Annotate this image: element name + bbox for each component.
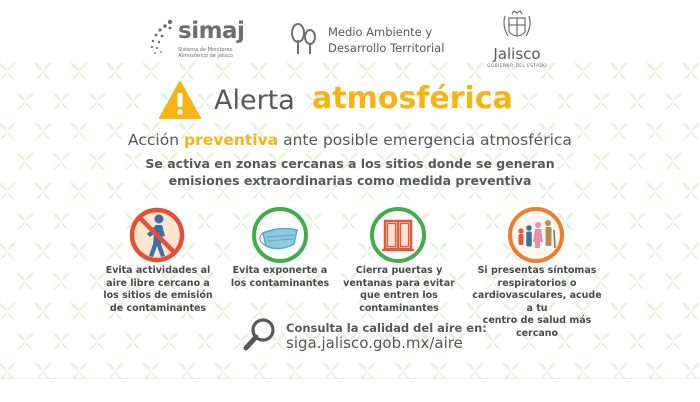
leaf-pattern-icon bbox=[678, 298, 700, 324]
leaf-pattern-icon bbox=[678, 62, 700, 84]
leaf-pattern-icon bbox=[678, 358, 700, 378]
leaf-pattern-icon bbox=[444, 208, 470, 234]
leaf-pattern-icon bbox=[642, 298, 668, 324]
action-1-line1: Evita actividades al bbox=[105, 265, 211, 276]
subtitle-before: Acción bbox=[128, 131, 184, 149]
leaf-pattern-icon bbox=[48, 148, 74, 174]
leaf-pattern-icon bbox=[642, 358, 668, 378]
leaf-pattern-icon bbox=[48, 208, 74, 234]
leaf-pattern-icon bbox=[606, 62, 632, 84]
leaf-pattern-icon bbox=[606, 298, 632, 324]
action-1-line3: los sitios de emisión bbox=[103, 290, 213, 301]
tree-icon bbox=[288, 22, 320, 56]
action-2-line1: Evita exponerte a bbox=[232, 265, 328, 276]
leaf-pattern-icon bbox=[12, 88, 38, 114]
leaf-pattern-icon bbox=[426, 238, 452, 264]
leaf-pattern-icon bbox=[246, 358, 272, 378]
subtitle-highlight: preventiva bbox=[183, 131, 279, 149]
simaj-logo bbox=[148, 16, 258, 64]
warning-icon bbox=[158, 80, 202, 120]
leaf-pattern-icon bbox=[66, 62, 92, 84]
description bbox=[100, 155, 600, 189]
leaf-pattern-icon bbox=[660, 208, 686, 234]
leaf-pattern-icon bbox=[66, 238, 92, 264]
simaj-subtitle: Sistema de Monitoreo Atmosférico de Jalisco bbox=[178, 47, 234, 59]
search-icon bbox=[242, 316, 278, 352]
closed-window-icon bbox=[369, 206, 427, 264]
leaf-pattern-icon bbox=[606, 238, 632, 264]
leaf-pattern-icon bbox=[0, 298, 20, 324]
medio-ambiente-text bbox=[328, 24, 444, 56]
leaf-pattern-icon bbox=[138, 358, 164, 378]
action-4-line2: respiratorios o bbox=[497, 277, 577, 289]
air-quality-link[interactable]: siga.jalisco.gob.mx/aire bbox=[286, 334, 463, 352]
leaf-pattern-icon bbox=[66, 298, 92, 324]
leaf-pattern-icon bbox=[192, 208, 218, 234]
leaf-pattern-icon bbox=[102, 358, 128, 378]
leaf-pattern-icon bbox=[642, 178, 668, 204]
leaf-pattern-icon bbox=[0, 62, 20, 84]
action-label-4 bbox=[472, 265, 602, 340]
action-3-line3: que entren los bbox=[360, 290, 438, 301]
leaf-pattern-icon bbox=[30, 358, 56, 378]
leaf-pattern-icon bbox=[48, 88, 74, 114]
leaf-pattern-icon bbox=[660, 268, 686, 294]
action-3-line4: contaminantes bbox=[359, 302, 439, 314]
leaf-pattern-icon bbox=[84, 328, 110, 354]
leaf-pattern-icon bbox=[12, 208, 38, 234]
leaf-pattern-icon bbox=[318, 358, 344, 378]
jalisco-logo bbox=[484, 10, 550, 70]
leaf-pattern-icon bbox=[570, 358, 596, 378]
leaf-pattern-icon bbox=[624, 268, 650, 294]
leaf-pattern-icon bbox=[588, 208, 614, 234]
leaf-pattern-icon bbox=[30, 298, 56, 324]
leaf-pattern-icon bbox=[696, 208, 700, 234]
action-1-line4: de contaminantes bbox=[109, 302, 207, 314]
leaf-pattern-icon bbox=[480, 208, 506, 234]
jalisco-subtitle: GOBIERNO DEL ESTADO bbox=[487, 64, 547, 69]
leaf-pattern-icon bbox=[642, 238, 668, 264]
leaf-pattern-icon bbox=[660, 328, 686, 354]
leaf-pattern-icon bbox=[624, 328, 650, 354]
leaf-pattern-icon bbox=[282, 358, 308, 378]
leaf-pattern-icon bbox=[120, 88, 146, 114]
action-label-2 bbox=[215, 265, 345, 290]
leaf-pattern-icon bbox=[570, 62, 596, 84]
leaf-pattern-icon bbox=[0, 358, 20, 378]
description-line2: emisiones extraordinarias como medida preventiva bbox=[168, 173, 532, 188]
leaf-pattern-icon bbox=[642, 62, 668, 84]
leaf-pattern-icon bbox=[336, 208, 362, 234]
leaf-pattern-icon bbox=[606, 178, 632, 204]
action-1-line2: aire libre cercano a bbox=[106, 277, 210, 289]
action-3-line2: ventanas para evitar bbox=[343, 277, 455, 289]
leaf-pattern-icon bbox=[12, 268, 38, 294]
alert-title bbox=[158, 80, 558, 124]
leaf-pattern-icon bbox=[588, 88, 614, 114]
subtitle bbox=[0, 131, 700, 149]
family-icon bbox=[507, 206, 565, 264]
leaf-pattern-icon bbox=[30, 62, 56, 84]
leaf-pattern-icon bbox=[678, 238, 700, 264]
title-alerta: Alerta bbox=[214, 85, 295, 116]
action-4-line1: Si presentas síntomas bbox=[477, 265, 597, 276]
leaf-pattern-icon bbox=[174, 358, 200, 378]
leaf-pattern-icon bbox=[498, 358, 524, 378]
leaf-pattern-icon bbox=[120, 328, 146, 354]
leaf-pattern-icon bbox=[606, 358, 632, 378]
subtitle-after: ante posible emergencia atmosférica bbox=[278, 131, 572, 149]
leaf-pattern-icon bbox=[156, 328, 182, 354]
leaf-pattern-icon bbox=[624, 88, 650, 114]
medio-ambiente-logo bbox=[288, 18, 463, 62]
leaf-pattern-icon bbox=[30, 178, 56, 204]
leaf-pattern-icon bbox=[696, 268, 700, 294]
title-atmosferica: atmosférica bbox=[312, 81, 513, 116]
leaf-pattern-icon bbox=[570, 238, 596, 264]
leaf-pattern-icon bbox=[210, 358, 236, 378]
no-walking-icon bbox=[128, 206, 186, 264]
leaf-pattern-icon bbox=[48, 268, 74, 294]
description-line1: Se activa en zonas cercanas a los sitios donde se generan bbox=[145, 156, 555, 171]
leaf-pattern-icon bbox=[102, 238, 128, 264]
leaf-pattern-icon bbox=[678, 178, 700, 204]
face-mask-icon bbox=[251, 206, 309, 264]
action-label-3 bbox=[334, 265, 464, 315]
leaf-pattern-icon bbox=[624, 148, 650, 174]
leaf-pattern-icon bbox=[66, 358, 92, 378]
leaf-pattern-icon bbox=[210, 238, 236, 264]
jalisco-name: Jalisco bbox=[493, 45, 541, 63]
bottom-band bbox=[0, 378, 700, 402]
leaf-pattern-icon bbox=[696, 88, 700, 114]
coat-of-arms-icon bbox=[500, 10, 534, 44]
action-4-line3: cardiovasculares, acude a tu bbox=[472, 290, 602, 314]
medio-ambiente-line1: Medio Ambiente y bbox=[328, 25, 433, 39]
action-4-line4: centro de salud más cercano bbox=[482, 315, 592, 339]
leaf-pattern-icon bbox=[426, 358, 452, 378]
leaf-pattern-icon bbox=[84, 88, 110, 114]
leaf-pattern-icon bbox=[0, 178, 20, 204]
simaj-name: simaj bbox=[178, 18, 245, 44]
action-3-line1: Cierra puertas y bbox=[355, 265, 443, 276]
simaj-logo-icon bbox=[148, 18, 178, 58]
leaf-pattern-icon bbox=[696, 148, 700, 174]
leaf-pattern-icon bbox=[534, 358, 560, 378]
action-label-1 bbox=[93, 265, 223, 315]
leaf-pattern-icon bbox=[462, 358, 488, 378]
leaf-pattern-icon bbox=[30, 238, 56, 264]
leaf-pattern-icon bbox=[102, 62, 128, 84]
leaf-pattern-icon bbox=[354, 358, 380, 378]
leaf-pattern-icon bbox=[462, 238, 488, 264]
leaf-pattern-icon bbox=[192, 328, 218, 354]
medio-ambiente-line2: Desarrollo Territorial bbox=[328, 41, 445, 55]
leaf-pattern-icon bbox=[84, 208, 110, 234]
leaf-pattern-icon bbox=[660, 148, 686, 174]
leaf-pattern-icon bbox=[696, 328, 700, 354]
leaf-pattern-icon bbox=[48, 328, 74, 354]
leaf-pattern-icon bbox=[318, 238, 344, 264]
leaf-pattern-icon bbox=[12, 148, 38, 174]
leaf-pattern-icon bbox=[624, 208, 650, 234]
leaf-pattern-icon bbox=[660, 88, 686, 114]
leaf-pattern-icon bbox=[66, 178, 92, 204]
action-2-line2: los contaminantes bbox=[230, 277, 330, 289]
leaf-pattern-icon bbox=[0, 238, 20, 264]
leaf-pattern-icon bbox=[12, 328, 38, 354]
leaf-pattern-icon bbox=[390, 358, 416, 378]
consulta-text: Consulta la calidad del aire en: bbox=[286, 321, 487, 335]
